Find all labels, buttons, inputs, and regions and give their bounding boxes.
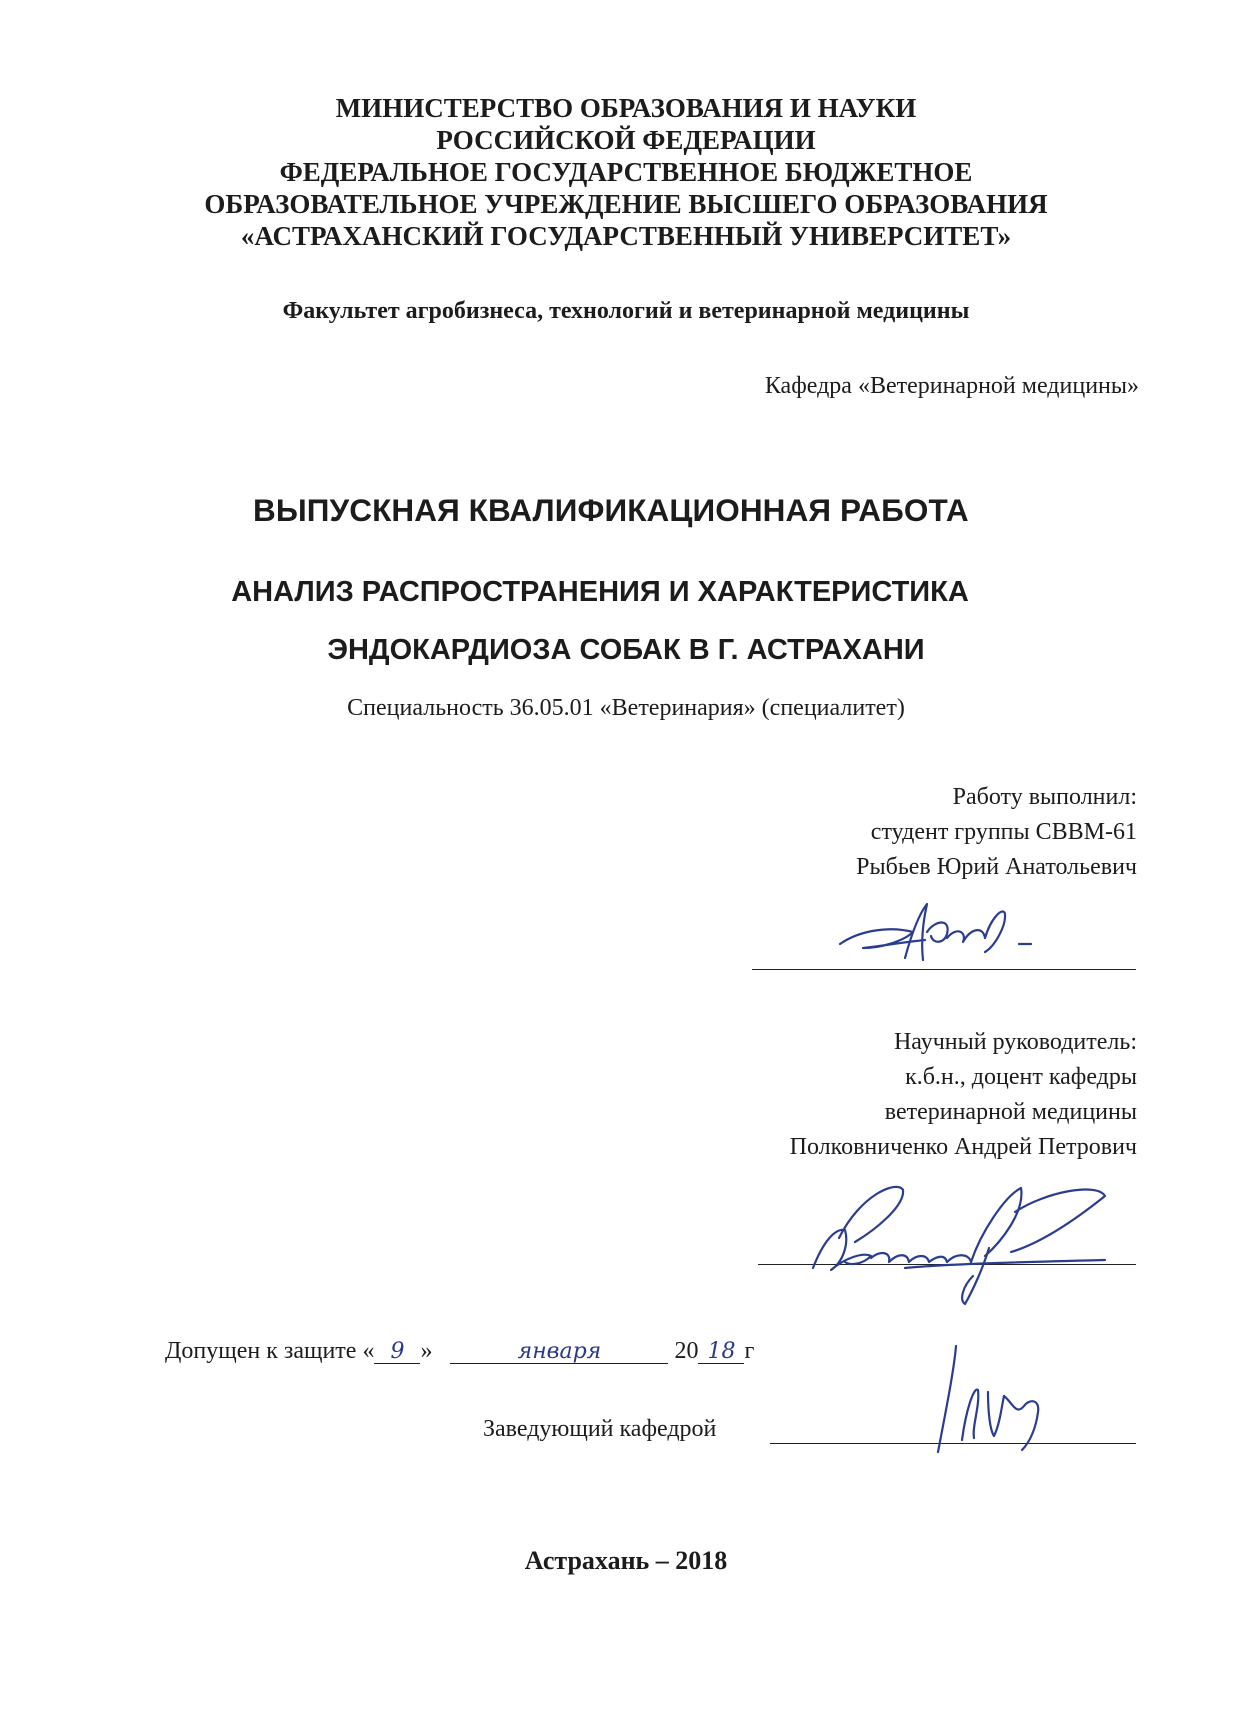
university-name: «АСТРАХАНСКИЙ ГОСУДАРСТВЕННЫЙ УНИВЕРСИТЕТ» (240, 221, 1012, 251)
thesis-title-line-2: ЭНДОКАРДИОЗА СОБАК В Г. АСТРАХАНИ (327, 634, 925, 666)
admission-day: 9 (374, 1341, 420, 1364)
admission-prefix: Допущен к защите « (165, 1338, 375, 1364)
author-label: Работу выполнил: (952, 784, 1137, 810)
department-name: Кафедра «Ветеринарной медицины» (764, 373, 1139, 399)
head-signature (918, 1340, 1068, 1470)
author-block (856, 780, 1137, 885)
ministry-line: РОССИЙСКОЙ ФЕДЕРАЦИИ (436, 125, 816, 155)
thesis-title-text: АНАЛИЗ РАСПРОСТРАНЕНИЯ И ХАРАКТЕРИСТИКА (231, 576, 969, 608)
advisor-label: Научный руководитель: (893, 1029, 1137, 1055)
ministry-line: ФЕДЕРАЛЬНОЕ ГОСУДАРСТВЕННОЕ БЮДЖЕТНОЕ (279, 157, 973, 187)
city-year: Астрахань – 2018 (524, 1546, 728, 1575)
admission-year-suffix: 18 (698, 1341, 744, 1364)
ministry-line: ОБРАЗОВАТЕЛЬНОЕ УЧРЕЖДЕНИЕ ВЫСШЕГО ОБРАЗОВАНИЯ (204, 189, 1048, 219)
specialty: Специальность 36.05.01 «Ветеринария» (специалитет) (347, 695, 905, 721)
admission-year-prefix: 20 (674, 1338, 699, 1364)
head-of-department-label: Заведующий кафедрой (483, 1416, 717, 1442)
admission-mid: » (420, 1338, 433, 1364)
ministry-line: МИНИСТЕРСТВО ОБРАЗОВАНИЯ И НАУКИ (335, 93, 917, 123)
admission-line (165, 1338, 754, 1365)
thesis-title-line-1 (0, 576, 1252, 609)
author-group: студент группы СВВМ-61 (870, 819, 1137, 845)
advisor-department: ветеринарной медицины (884, 1099, 1137, 1125)
admission-suffix: г (744, 1338, 755, 1364)
advisor-block (790, 1025, 1137, 1165)
advisor-signature (805, 1172, 1125, 1312)
admission-month: января (450, 1341, 668, 1364)
ministry-header (0, 92, 1252, 252)
faculty-name: Факультет агробизнеса, технологий и ветеринарной медицины (282, 298, 970, 324)
author-name: Рыбьев Юрий Анатольевич (856, 854, 1137, 880)
advisor-name: Полковниченко Андрей Петрович (789, 1134, 1137, 1160)
thesis-type: ВЫПУСКНАЯ КВАЛИФИКАЦИОННАЯ РАБОТА (253, 492, 969, 528)
advisor-title: к.б.н., доцент кафедры (905, 1064, 1137, 1090)
author-signature (835, 896, 1050, 976)
